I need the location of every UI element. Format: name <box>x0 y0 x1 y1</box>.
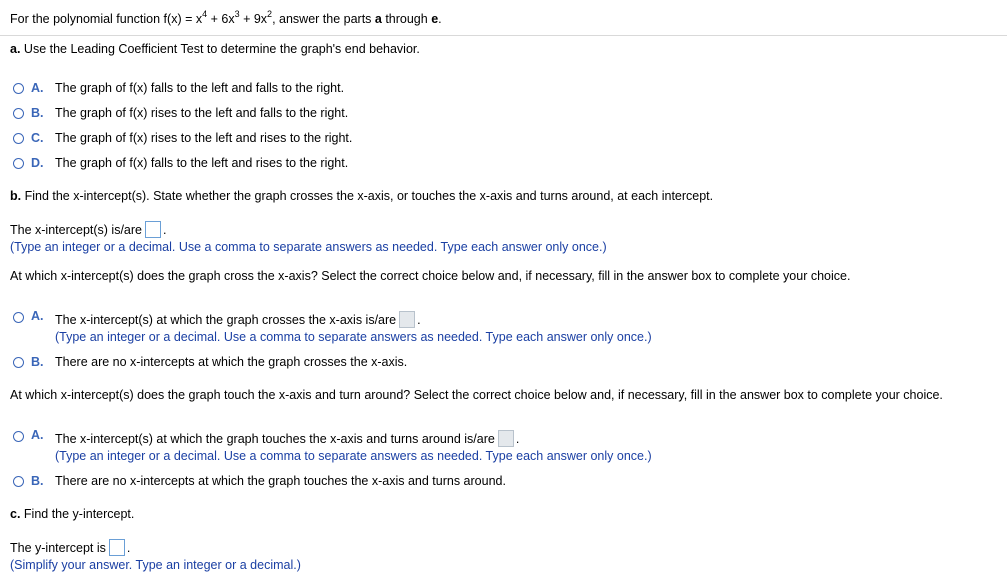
part-b-question: b. Find the x-intercept(s). State whether the graph crosses the x-axis, or touches the x-axis and turns around, at each intercept. <box>10 189 714 203</box>
touch-option-b-letter: B. <box>31 474 44 488</box>
y-intercept-row: The y-intercept is . <box>10 541 131 555</box>
touch-option-a-letter: A. <box>31 428 44 442</box>
part-c-question: c. Find the y-intercept. <box>10 507 135 521</box>
part-a-option-a-radio[interactable] <box>13 83 24 94</box>
x-intercepts-hint: (Type an integer or a decimal. Use a comma to separate answers as needed. Type each answer only once.) <box>10 240 607 254</box>
touch-option-a-radio[interactable] <box>13 431 24 442</box>
part-a-option-c-text[interactable]: The graph of f(x) rises to the left and rises to the right. <box>55 131 353 145</box>
touch-option-b-text[interactable]: There are no x-intercepts at which the graph touches the x-axis and turns around. <box>55 474 506 488</box>
touch-question: At which x-intercept(s) does the graph touch the x-axis and turn around? Select the correct choice below and, if necessary, fill in the answer box to complete your choice. <box>10 388 943 402</box>
part-a-option-d-radio[interactable] <box>13 158 24 169</box>
touch-option-b-radio[interactable] <box>13 476 24 487</box>
part-a-question: a. Use the Leading Coefficient Test to determine the graph's end behavior. <box>10 42 420 56</box>
cross-option-b-radio[interactable] <box>13 357 24 368</box>
part-a-option-b-letter: B. <box>31 106 44 120</box>
touch-option-a-text: The x-intercept(s) at which the graph touches the x-axis and turns around is/are . <box>55 432 520 446</box>
x-intercepts-row: The x-intercept(s) is/are . <box>10 223 167 237</box>
header-divider <box>0 35 1007 36</box>
touch-option-a-hint: (Type an integer or a decimal. Use a comma to separate answers as needed. Type each answer only once.) <box>55 449 652 463</box>
part-a-option-b-text[interactable]: The graph of f(x) rises to the left and falls to the right. <box>55 106 349 120</box>
cross-option-b-text[interactable]: There are no x-intercepts at which the graph crosses the x-axis. <box>55 355 408 369</box>
cross-question: At which x-intercept(s) does the graph cross the x-axis? Select the correct choice below and, if necessary, fill in the answer box to complete your choice. <box>10 269 851 283</box>
part-a-option-c-letter: C. <box>31 131 44 145</box>
cross-option-a-hint: (Type an integer or a decimal. Use a comma to separate answers as needed. Type each answer only once.) <box>55 330 652 344</box>
x-intercepts-answer-box[interactable] <box>145 221 161 238</box>
cross-option-b-letter: B. <box>31 355 44 369</box>
part-a-option-b-radio[interactable] <box>13 108 24 119</box>
part-a-option-a-text[interactable]: The graph of f(x) falls to the left and falls to the right. <box>55 81 345 95</box>
cross-option-a-radio[interactable] <box>13 312 24 323</box>
problem-statement: For the polynomial function $f(x) = x^4 + 6x^3 + 9x^2$, answer the parts a through e. <box>10 8 442 26</box>
cross-option-a-letter: A. <box>31 309 44 323</box>
part-a-option-d-text[interactable]: The graph of f(x) falls to the left and rises to the right. <box>55 156 349 170</box>
part-a-option-a-letter: A. <box>31 81 44 95</box>
touch-answer-box[interactable] <box>498 430 514 447</box>
part-a-option-d-letter: D. <box>31 156 44 170</box>
part-a-option-c-radio[interactable] <box>13 133 24 144</box>
cross-option-a-text: The x-intercept(s) at which the graph crosses the x-axis is/are . <box>55 313 421 327</box>
y-intercept-answer-box[interactable] <box>109 539 125 556</box>
cross-answer-box[interactable] <box>399 311 415 328</box>
y-intercept-hint: (Simplify your answer. Type an integer or a decimal.) <box>10 558 301 572</box>
